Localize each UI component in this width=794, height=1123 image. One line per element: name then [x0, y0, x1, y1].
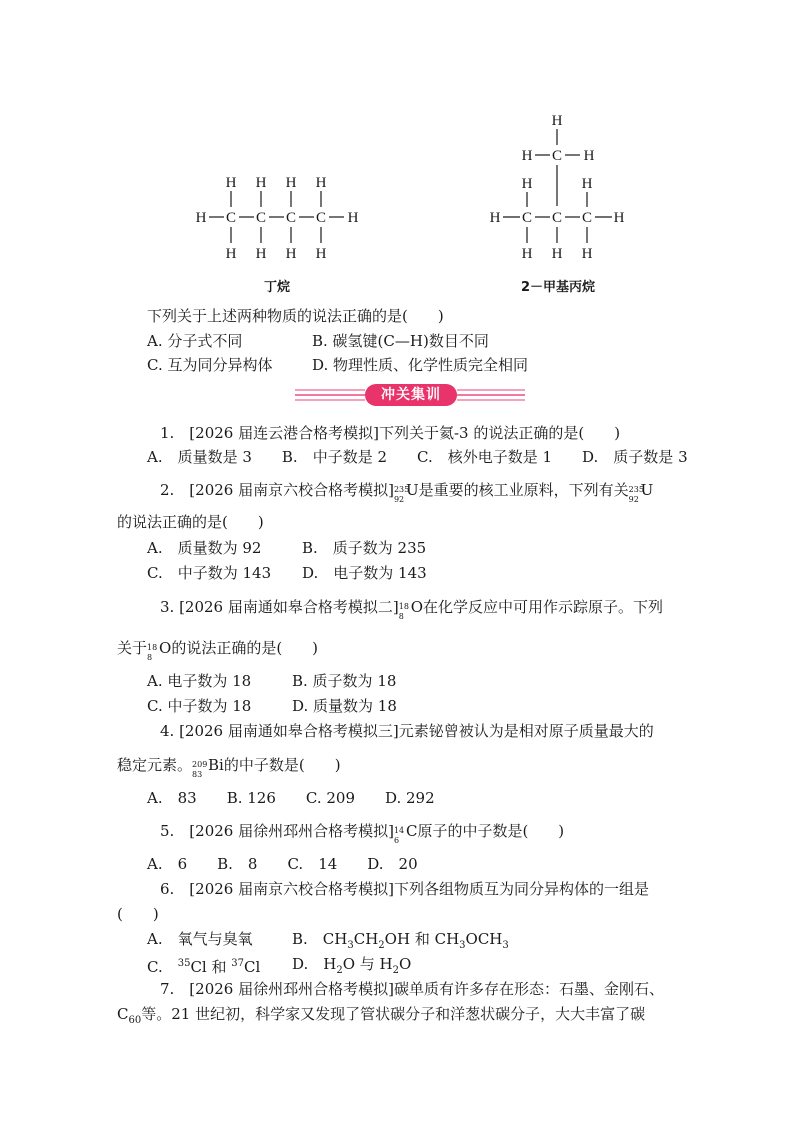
q3-option-a: A. 电子数为 18 — [147, 672, 252, 690]
q2-prefix: 2. [2026 届南京六校合格考模拟] — [160, 481, 394, 499]
atom-h: H — [583, 148, 595, 164]
q2-option-a: A. 质量数为 92 — [147, 539, 262, 557]
q3-option-c: C. 中子数为 18 — [147, 697, 252, 715]
q2-stem-line2: 的说法正确的是( ) — [117, 513, 264, 531]
atom-h: H — [315, 175, 327, 191]
section-banner: 冲关集训 — [365, 384, 457, 406]
atom-h: H — [225, 175, 237, 191]
caption-isobutane: 2－甲基丙烷 — [521, 280, 596, 295]
q3-option-b: B. 质子数为 18 — [292, 672, 397, 690]
atom-h: H — [521, 176, 533, 192]
intro-stem: 下列关于上述两种物质的说法正确的是( ) — [147, 307, 444, 325]
butane-structure — [190, 170, 370, 265]
atom-c: C — [551, 210, 563, 226]
q6-stem-line2: ( ) — [117, 905, 159, 923]
atom-h: H — [315, 246, 327, 262]
atom-h: H — [581, 176, 593, 192]
atom-h: H — [195, 210, 207, 226]
atom-h: H — [581, 246, 593, 262]
atom-c: C — [315, 210, 327, 226]
atom-c: C — [285, 210, 297, 226]
q3-option-d: D. 质量数为 18 — [292, 697, 397, 715]
intro-option-a: A. 分子式不同 — [147, 332, 243, 350]
q2-option-b: B. 质子数为 235 — [302, 539, 427, 557]
q6-option-a: A. 氧气与臭氧 — [147, 930, 253, 948]
q1-stem: 1. [2026 届连云港合格考模拟]下列关于氦-3 的说法正确的是( ) — [160, 424, 621, 442]
q6-option-c: C. $^{35}$Cl 和 $^{37}$Cl — [147, 958, 261, 976]
q7-stem-line1: 7. [2026 届徐州邳州合格考模拟]碳单质有许多存在形态：石墨、金刚石、 — [160, 980, 664, 998]
atom-h: H — [347, 210, 359, 226]
atom-c: C — [581, 210, 593, 226]
atom-c: C — [255, 210, 267, 226]
intro-option-c: C. 互为同分异构体 — [147, 356, 273, 374]
q2-option-d: D. 电子数为 143 — [302, 564, 427, 582]
atom-c: C — [551, 148, 563, 164]
q4-stem-line2: 稳定元素。 209 83 Bi的中子数是( ) — [117, 756, 341, 779]
q6-option-d: D. $H_2O$ 与 $H_2O$ — [292, 955, 412, 976]
atom-h: H — [521, 148, 533, 164]
atom-h: H — [285, 246, 297, 262]
q2-mid: 是重要的核工业原料，下列有关 — [418, 481, 629, 499]
atom-c: C — [225, 210, 237, 226]
isobutane-structure — [484, 108, 634, 266]
q2-option-c: C. 中子数为 143 — [147, 564, 272, 582]
q2-stem-line1 — [160, 480, 654, 504]
atom-h: H — [551, 246, 563, 262]
q3-stem-line1: 3. [2026 届南通如皋合格考模拟二] 18 8 O在化学反应中可用作示踪原子。下列 — [160, 598, 664, 621]
atom-h: H — [489, 210, 501, 226]
atom-h: H — [613, 210, 625, 226]
q2-isotope: 235 92 U — [393, 481, 419, 504]
q7-stem-line2: $C_{60}$等。21 世纪初，科学家又发现了管状碳分子和洋葱状碳分子，大大丰富了碳 — [117, 1005, 646, 1026]
q3-stem-line2: 关于 18 8 O的说法正确的是( ) — [117, 639, 319, 662]
atom-h: H — [521, 246, 533, 262]
caption-butane: 丁烷 — [264, 280, 291, 295]
atom-h: H — [551, 113, 563, 129]
q4-stem-line1: 4. [2026 届南通如皋合格考模拟三]元素铋曾被认为是相对原子质量最大的 — [160, 722, 654, 740]
q5-options: A. 6 B. 8 C. 14 D. 20 — [147, 855, 418, 873]
intro-option-b: B. 碳氢键(C—H)数目不同 — [312, 332, 489, 350]
q1-options: A. 质量数是 3 B. 中子数是 2 C. 核外电子数是 1 D. 质子数是 3 — [147, 448, 688, 466]
q5-stem: 5. [2026 届徐州邳州合格考模拟] 14 6 C原子的中子数是( ) — [160, 822, 565, 845]
atom-c: C — [521, 210, 533, 226]
atom-h: H — [225, 246, 237, 262]
atom-h: H — [285, 175, 297, 191]
atom-h: H — [255, 175, 267, 191]
q4-options: A. 83 B. 126 C. 209 D. 292 — [147, 789, 435, 807]
q6-stem-line1: 6. [2026 届南京六校合格考模拟]下列各组物质互为同分异构体的一组是 — [160, 880, 649, 898]
atom-h: H — [255, 246, 267, 262]
intro-option-d: D. 物理性质、化学性质完全相同 — [312, 356, 529, 374]
q6-option-b: B. $CH_3CH_2OH$ 和 $CH_3OCH_3$ — [292, 930, 509, 951]
q2-isotope-2: 235 92 U — [628, 481, 654, 504]
